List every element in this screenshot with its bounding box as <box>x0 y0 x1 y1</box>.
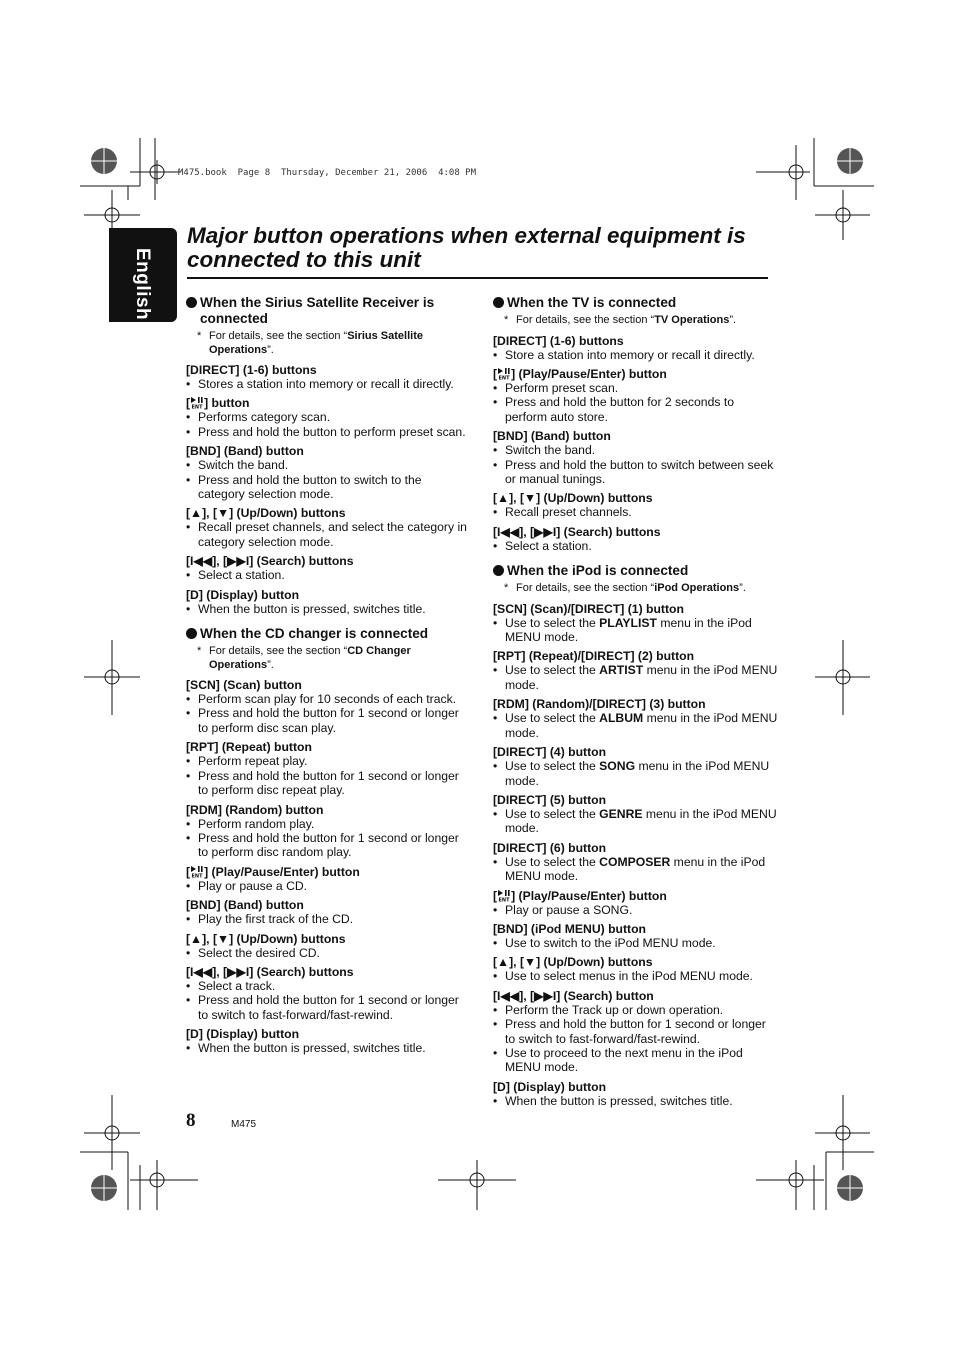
page-title: Major button operations when external equipment is connected to this unit <box>187 223 746 272</box>
button-description-list <box>493 855 778 884</box>
button-description-list <box>493 539 778 553</box>
button-description-list <box>493 381 778 424</box>
list-item: • Press and hold the button to perform preset scan. <box>186 425 471 439</box>
button-description-list <box>186 377 471 391</box>
section-heading <box>493 295 778 311</box>
list-item: • Select a station. <box>186 568 471 582</box>
button-title <box>493 429 778 443</box>
button-title: [ ENT ] (Play/Pause/Enter) button <box>186 864 360 879</box>
note-text-end: ”. <box>267 343 274 356</box>
svg-text:ENT: ENT <box>498 897 510 902</box>
button-description <box>493 1080 778 1108</box>
button-title-text: ] button <box>204 396 250 411</box>
button-title-text: [I◀◀], [▶▶I] (Search) buttons <box>186 964 354 979</box>
button-description <box>493 602 778 645</box>
button-title <box>493 922 778 936</box>
list-item: • Perform the Track up or down operation. <box>493 1003 778 1017</box>
list-item: • Press and hold the button for 1 second or longer to perform disc random play. <box>186 831 471 860</box>
list-item <box>493 663 778 692</box>
button-title <box>493 525 778 539</box>
list-item: • Play or pause a CD. <box>186 879 471 893</box>
list-item: • When the button is pressed, switches title. <box>186 602 471 616</box>
item-text-end: menu in the iPod MENU mode. <box>505 806 777 836</box>
item-text: Use to select the <box>505 615 600 630</box>
list-item: • Performs category scan. <box>186 410 471 424</box>
language-tab-label: English <box>132 248 153 321</box>
button-title-text: [DIRECT] (5) button <box>493 792 607 807</box>
button-description <box>493 793 778 836</box>
button-title-text: [DIRECT] (6) button <box>493 840 607 855</box>
menu-name: PLAYLIST <box>599 615 657 630</box>
button-description <box>493 955 778 983</box>
button-description <box>186 588 471 616</box>
button-title-text: [SCN] (Scan)/[DIRECT] (1) button <box>493 601 684 616</box>
button-title <box>493 989 778 1003</box>
list-item: • Use to switch to the iPod MENU mode. <box>493 936 778 950</box>
svg-text:ENT: ENT <box>191 873 203 878</box>
list-item: • Store a station into memory or recall it directly. <box>493 348 778 362</box>
button-description <box>186 932 471 960</box>
list-item <box>493 759 778 788</box>
button-description-list <box>493 711 778 740</box>
button-description-list <box>493 969 778 983</box>
button-description-list <box>493 505 778 519</box>
button-description <box>186 554 471 582</box>
list-item: • Play or pause a SONG. <box>493 903 778 917</box>
svg-text:ENT: ENT <box>498 375 510 380</box>
list-item: • Use to proceed to the next menu in the iPod MENU mode. <box>493 1046 778 1075</box>
menu-name: SONG <box>599 759 636 774</box>
button-description-list <box>493 443 778 486</box>
button-title <box>186 740 471 754</box>
section-sirius <box>186 295 471 616</box>
button-description <box>493 989 778 1075</box>
item-text: Use to select the <box>505 854 600 869</box>
list-item <box>493 616 778 645</box>
button-description <box>186 396 471 439</box>
button-title <box>493 955 778 969</box>
note-text: For details, see the section “ <box>516 314 655 326</box>
button-title <box>493 841 778 855</box>
button-title <box>493 334 778 348</box>
list-item: • Select a station. <box>493 539 778 553</box>
list-item: • Press and hold the button for 1 second or longer to switch to fast-forward/fast-rewind. <box>186 993 471 1022</box>
note-text-end: ”. <box>267 658 274 671</box>
section-cd-changer <box>186 626 471 1056</box>
language-tab <box>109 228 177 322</box>
list-item: • Recall preset channels, and select the category in category selection mode. <box>186 520 471 549</box>
button-title-text: ] (Play/Pause/Enter) button <box>511 366 667 381</box>
menu-name: GENRE <box>599 806 643 821</box>
button-description-list <box>186 817 471 860</box>
model-number: M475 <box>231 1119 257 1130</box>
note-text-end: ”. <box>739 582 746 595</box>
list-item: • Press and hold the button to switch to the category selection mode. <box>186 473 471 502</box>
button-title-text: [BND] (iPod MENU) button <box>493 921 646 936</box>
menu-name: COMPOSER <box>599 854 671 869</box>
button-description-list <box>186 754 471 797</box>
button-description <box>186 865 471 893</box>
item-text: Use to select the <box>505 759 600 774</box>
asterisk-icon: * <box>504 582 509 595</box>
list-item: • Use to select menus in the iPod MENU mode. <box>493 969 778 983</box>
button-description <box>493 334 778 362</box>
section-heading-text: When the iPod is connected <box>507 563 689 579</box>
section-heading-text: When the Sirius Satellite Receiver is connected <box>200 295 435 326</box>
button-title-text: [DIRECT] (4) button <box>493 745 607 760</box>
button-title-text: [I◀◀], [▶▶I] (Search) buttons <box>186 554 354 569</box>
button-title <box>493 649 778 663</box>
button-title-text: [I◀◀], [▶▶I] (Search) buttons <box>493 524 661 539</box>
item-text: Use to select the <box>505 663 600 678</box>
button-title-text: [BND] (Band) button <box>186 444 304 459</box>
button-description-list <box>186 1041 471 1055</box>
button-description <box>493 649 778 692</box>
item-text-end: menu in the iPod MENU mode. <box>505 759 770 788</box>
section-note <box>186 645 471 672</box>
item-text-end: menu in the iPod MENU mode. <box>505 711 778 740</box>
button-description-list <box>493 903 778 917</box>
button-title-text: [I◀◀], [▶▶I] (Search) button <box>493 988 654 1003</box>
list-item: • Switch the band. <box>186 458 471 472</box>
button-title <box>186 588 471 602</box>
list-item: • Play the first track of the CD. <box>186 912 471 926</box>
asterisk-icon: * <box>197 330 202 342</box>
button-description <box>493 889 778 917</box>
list-item: • Press and hold the button for 1 second or longer to perform disc repeat play. <box>186 769 471 798</box>
section-heading <box>186 295 471 327</box>
button-title-text: [RDM] (Random) button <box>186 802 324 817</box>
bullet-dot-icon <box>493 297 504 308</box>
button-title: [ ENT ] (Play/Pause/Enter) button <box>493 366 667 381</box>
button-title <box>186 678 471 692</box>
button-description-list <box>493 1094 778 1108</box>
button-description <box>186 803 471 860</box>
button-title-text: [DIRECT] (1-6) buttons <box>493 333 624 348</box>
button-title <box>186 554 471 568</box>
button-description-list <box>186 602 471 616</box>
left-column <box>186 295 471 1066</box>
button-title-text: [▲], [▼] (Up/Down) buttons <box>493 491 653 506</box>
button-description <box>186 444 471 501</box>
button-title-text: ] (Play/Pause/Enter) button <box>511 888 667 903</box>
button-title-text: [SCN] (Scan) button <box>186 678 302 693</box>
button-title <box>493 1080 778 1094</box>
button-description <box>493 841 778 884</box>
button-description <box>493 491 778 519</box>
button-title-text: [▲], [▼] (Up/Down) buttons <box>493 955 653 970</box>
play-pause-enter-icon <box>190 865 204 878</box>
button-title: [ ENT ] (Play/Pause/Enter) button <box>493 888 667 903</box>
list-item <box>493 855 778 884</box>
button-title-text: [RDM] (Random)/[DIRECT] (3) button <box>493 697 706 712</box>
button-description-list <box>186 912 471 926</box>
note-text: For details, see the section “ <box>209 330 348 342</box>
section-ipod <box>493 563 778 1108</box>
button-title <box>493 602 778 616</box>
print-header: M475.book Page 8 Thursday, December 21, 2006 4:08 PM <box>178 168 477 178</box>
button-description-list <box>186 458 471 501</box>
button-description <box>186 965 471 1022</box>
section-heading-text: When the CD changer is connected <box>200 626 429 642</box>
button-description <box>493 429 778 486</box>
button-title <box>493 697 778 711</box>
button-description <box>493 745 778 788</box>
section-heading <box>186 626 471 642</box>
play-pause-enter-icon <box>497 889 511 902</box>
note-reference: CD Changer Operations <box>209 645 411 671</box>
button-description-list <box>493 936 778 950</box>
button-description-list <box>493 348 778 362</box>
list-item <box>493 807 778 836</box>
section-heading-text: When the TV is connected <box>507 295 677 310</box>
item-text-end: menu in the iPod MENU mode. <box>505 663 778 692</box>
play-pause-enter-icon <box>190 396 204 409</box>
button-title <box>186 965 471 979</box>
note-text-end: ”. <box>729 314 737 326</box>
note-reference: Sirius Satellite Operations <box>209 330 423 356</box>
list-item: • Perform scan play for 10 seconds of each track. <box>186 692 471 706</box>
button-description-list <box>493 759 778 788</box>
title-rule <box>187 277 768 279</box>
play-pause-enter-icon <box>497 367 511 380</box>
button-description-list <box>186 520 471 549</box>
item-text: Use to select the <box>505 711 600 726</box>
button-description <box>186 363 471 391</box>
button-description <box>493 922 778 950</box>
list-item: • Stores a station into memory or recall it directly. <box>186 377 471 391</box>
list-item: • Perform preset scan. <box>493 381 778 395</box>
button-description <box>186 678 471 735</box>
bullet-dot-icon <box>186 628 197 639</box>
note-reference: iPod Operations <box>654 582 740 595</box>
button-description <box>186 740 471 797</box>
section-note <box>186 330 471 357</box>
page-number: 8 <box>186 1110 196 1131</box>
asterisk-icon: * <box>504 314 509 326</box>
note-reference: TV Operations <box>654 314 730 326</box>
list-item: • Press and hold the button for 2 seconds to perform auto store. <box>493 395 778 424</box>
list-item: • Perform random play. <box>186 817 471 831</box>
note-text: For details, see the section “ <box>516 582 655 595</box>
button-title <box>186 444 471 458</box>
bullet-dot-icon <box>493 565 504 576</box>
button-title <box>186 932 471 946</box>
button-title-text: [DIRECT] (1-6) buttons <box>186 363 317 377</box>
button-title-text: [▲], [▼] (Up/Down) buttons <box>186 506 346 521</box>
button-description-list <box>186 410 471 439</box>
button-title-text: [D] (Display) button <box>493 1079 607 1094</box>
button-description-list <box>186 692 471 735</box>
button-description <box>186 1027 471 1055</box>
button-description-list <box>493 663 778 692</box>
asterisk-icon: * <box>197 645 202 658</box>
svg-text:ENT: ENT <box>191 404 203 410</box>
list-item: • Select a track. <box>186 979 471 993</box>
button-title <box>186 803 471 817</box>
button-title <box>493 491 778 505</box>
button-description-list <box>493 616 778 645</box>
button-title-text: [D] (Display) button <box>186 1027 300 1042</box>
list-item: • Switch the band. <box>493 443 778 457</box>
section-note <box>493 314 778 328</box>
button-title <box>493 745 778 759</box>
item-text: Use to select the <box>505 806 600 821</box>
button-description <box>493 367 778 424</box>
button-description-list <box>186 979 471 1022</box>
list-item: • Press and hold the button for 1 second or longer to switch to fast-forward/fast-rewind. <box>493 1017 778 1046</box>
item-text-end: menu in the iPod MENU mode. <box>505 615 752 645</box>
list-item: • Press and hold the button for 1 second or longer to perform disc scan play. <box>186 706 471 735</box>
button-description-list <box>493 807 778 836</box>
note-text: For details, see the section “ <box>209 645 348 658</box>
button-description <box>186 898 471 926</box>
button-description-list <box>186 946 471 960</box>
button-title <box>493 793 778 807</box>
button-title-text: [RPT] (Repeat) button <box>186 740 312 755</box>
list-item <box>493 711 778 740</box>
button-title-text: [BND] (Band) button <box>186 898 304 913</box>
button-title-text: [▲], [▼] (Up/Down) buttons <box>186 931 346 946</box>
list-item: • When the button is pressed, switches title. <box>493 1094 778 1108</box>
button-title-text: ] (Play/Pause/Enter) button <box>204 864 360 879</box>
list-item: • Press and hold the button to switch between seek or manual tunings. <box>493 458 778 487</box>
section-tv <box>493 295 778 553</box>
section-heading <box>493 563 778 579</box>
button-description-list <box>186 879 471 893</box>
button-description <box>493 525 778 553</box>
list-item: • Recall preset channels. <box>493 505 778 519</box>
button-description-list <box>186 568 471 582</box>
list-item: • Select the desired CD. <box>186 946 471 960</box>
menu-name: ARTIST <box>599 663 644 678</box>
button-title <box>186 1027 471 1041</box>
button-title <box>186 506 471 520</box>
button-description <box>186 506 471 549</box>
button-title-text: [RPT] (Repeat)/[DIRECT] (2) button <box>493 649 695 664</box>
menu-name: ALBUM <box>599 711 644 726</box>
button-title <box>186 363 471 377</box>
button-title-text: [D] (Display) button <box>186 587 300 602</box>
button-description <box>493 697 778 740</box>
right-column <box>493 295 778 1118</box>
item-text-end: menu in the iPod MENU mode. <box>505 854 766 884</box>
button-title: [ ENT ] button <box>186 396 250 411</box>
list-item: • Perform repeat play. <box>186 754 471 768</box>
button-description-list <box>493 1003 778 1075</box>
bullet-dot-icon <box>186 297 197 308</box>
list-item: • When the button is pressed, switches title. <box>186 1041 471 1055</box>
button-title <box>186 898 471 912</box>
button-title-text: [BND] (Band) button <box>493 429 611 444</box>
section-note <box>493 582 778 596</box>
